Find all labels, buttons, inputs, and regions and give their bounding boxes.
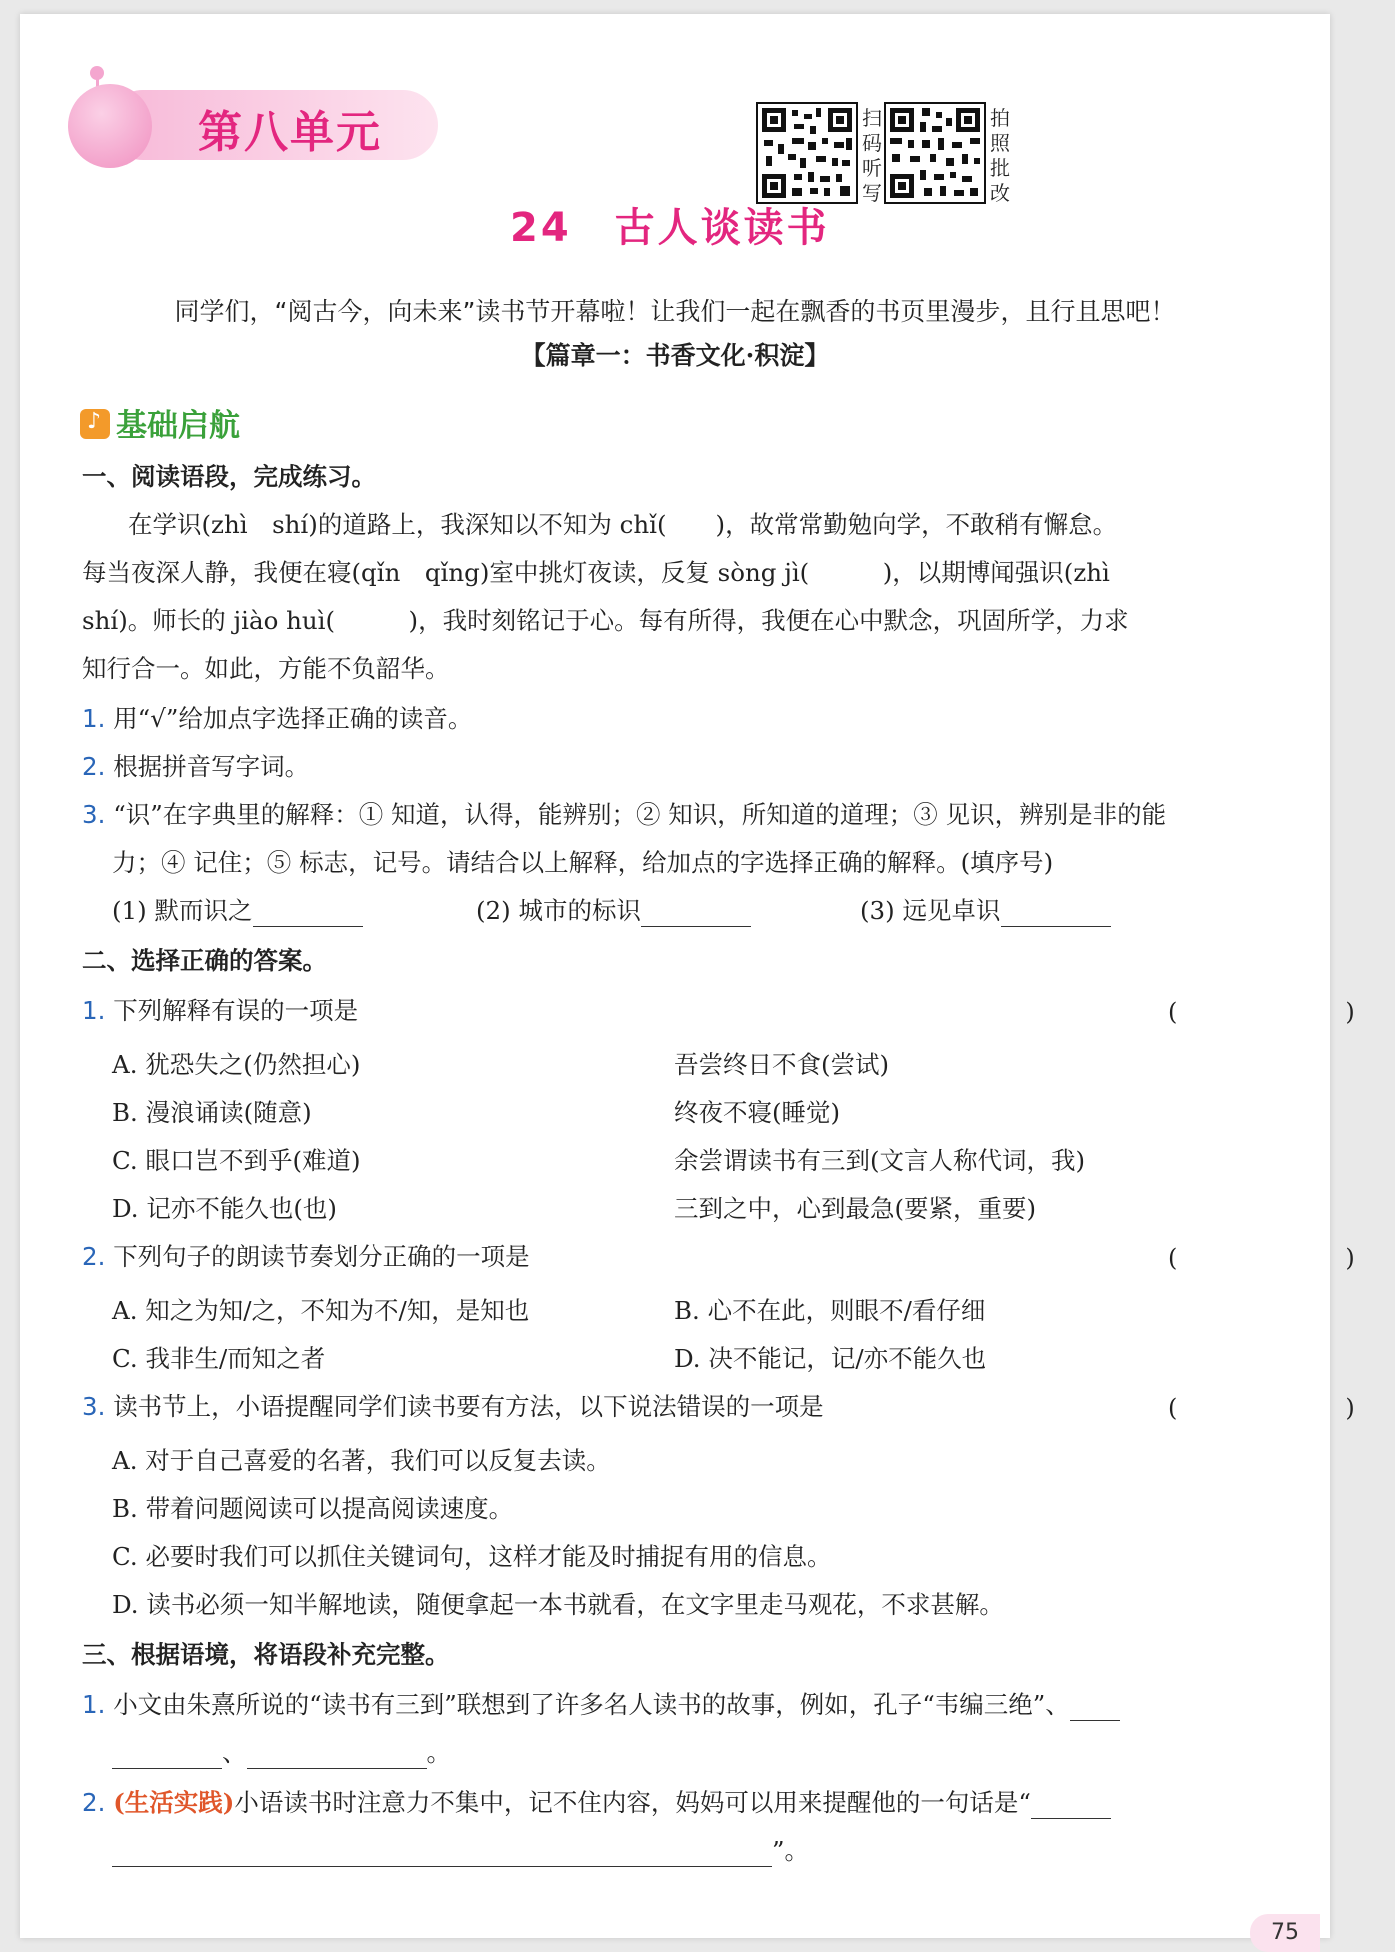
question-text: 小文由朱熹所说的“读书有三到”联想到了许多名人读书的故事，例如，孔子“韦编三绝”、 [113, 1690, 1070, 1719]
workbook-page [20, 14, 1395, 1945]
question-number: 2. [82, 1788, 106, 1817]
question-text: 根据拼音写字词。 [113, 752, 310, 781]
q3-option-a: A. 对于自己喜爱的名著，我们可以反复去读。 [112, 1446, 611, 1475]
qr-code-icon [758, 104, 856, 202]
question-text: 小语读书时注意力不集中，记不住内容，妈妈可以用来提醒他的一句话是“ [234, 1788, 1031, 1817]
passage-line-1: 在学识(zhì shí)的道路上，我深知以不知为 chǐ( )，故常常勤勉向学，不敢稍有懈怠。 [128, 510, 1118, 539]
part1-q1 [82, 700, 472, 735]
section-heading [80, 400, 240, 445]
answer-blank[interactable] [112, 1844, 772, 1867]
answer-paren[interactable]: ( ) [1168, 998, 1395, 1026]
life-practice-tag: (生活实践) [113, 1788, 235, 1817]
q2-option-d: D. 决不能记，记/亦不能久也 [674, 1344, 987, 1373]
q1-option-a: A. 犹恐失之(仍然担心) [112, 1050, 361, 1079]
q2-option-b: B. 心不在此，则眼不/看仔细 [674, 1296, 986, 1325]
q1-option-c: C. 眼口岂不到乎(难道) [112, 1146, 361, 1175]
answer-paren[interactable]: ( ) [1168, 1244, 1395, 1272]
part3-q1 [82, 1686, 1120, 1721]
intro-text: 同学们，“阅古今，向未来”读书节开幕啦！让我们一起在飘香的书页里漫步，且行且思吧！ [174, 297, 1176, 326]
unit-title: 第八单元 [198, 107, 382, 158]
question-number: 3. [82, 800, 106, 829]
q3-option-c: C. 必要时我们可以抓住关键词句，这样才能及时捕捉有用的信息。 [112, 1542, 832, 1571]
mascot-icon [68, 84, 152, 168]
part1-q3-item-1 [112, 892, 363, 927]
question-text: 下列解释有误的一项是 [113, 996, 359, 1025]
chapter-heading: 【篇章一：书香文化·积淀】 [520, 341, 830, 370]
answer-blank[interactable] [1031, 1796, 1111, 1819]
answer-blank[interactable] [253, 904, 363, 927]
q1-option-b: B. 漫浪诵读(随意) [112, 1098, 312, 1127]
q2-option-c: C. 我非生/而知之者 [112, 1344, 326, 1373]
qr-code-grade[interactable] [884, 102, 986, 204]
answer-blank[interactable] [1001, 904, 1111, 927]
answer-blank[interactable] [641, 904, 751, 927]
question-text: “识”在字典里的解释：① 知道，认得，能辨别；② 知识，所知道的道理；③ 见识，辨别是非的能 [113, 800, 1167, 829]
part3-heading: 三、根据语境，将语段补充完整。 [82, 1640, 450, 1669]
q3-option-d: D. 读书必须一知半解地读，随便拿起一本书就看，在文字里走马观花，不求甚解。 [112, 1590, 1004, 1619]
q1-option-b2: 终夜不寝(睡觉) [674, 1098, 841, 1127]
part1-q3-cont: 力；④ 记住；⑤ 标志，记号。请结合以上解释，给加点的字选择正确的解释。(填序号) [112, 848, 1054, 877]
section-icon [80, 409, 110, 439]
q1-option-d2: 三到之中，心到最急(要紧，重要) [674, 1194, 1037, 1223]
lesson-title: 24 古人谈读书 [510, 205, 830, 251]
part3-q2-blank: ”。 [112, 1832, 809, 1867]
part2-q1 [82, 992, 358, 1027]
part1-q3-item-2 [476, 892, 751, 927]
q1-option-d: D. 记亦不能久也(也) [112, 1194, 337, 1223]
question-text: 用“√”给加点字选择正确的读音。 [113, 704, 473, 733]
question-text: 下列句子的朗读节奏划分正确的一项是 [113, 1242, 530, 1271]
q1-option-a2: 吾尝终日不食(尝试) [674, 1050, 890, 1079]
part3-q2 [82, 1784, 1111, 1819]
qr-code-listen[interactable] [756, 102, 858, 204]
question-number: 1. [82, 996, 106, 1025]
q1-option-c2: 余尝谓读书有三到(文言人称代词，我) [674, 1146, 1086, 1175]
part2-q2 [82, 1238, 530, 1273]
part1-q3-item-3 [860, 892, 1111, 927]
item-label: (1) 默而识之 [112, 896, 253, 925]
part2-q3 [82, 1388, 824, 1423]
qr-code-icon [886, 104, 984, 202]
answer-blank[interactable] [247, 1746, 427, 1769]
page-number: 75 [1250, 1914, 1320, 1952]
answer-blank[interactable] [112, 1746, 222, 1769]
item-label: (3) 远见卓识 [860, 896, 1001, 925]
unit-banner [60, 66, 440, 178]
question-number: 3. [82, 1392, 106, 1421]
answer-blank[interactable] [1070, 1698, 1120, 1721]
mascot-antenna-ball [90, 66, 104, 80]
answer-paren[interactable]: ( ) [1168, 1394, 1395, 1422]
part1-q2 [82, 748, 309, 783]
question-number: 1. [82, 704, 106, 733]
passage-line-2: 每当夜深人静，我便在寝(qǐn qǐng)室中挑灯夜读，反复 sòng jì( )，以期博闻强识(zhì [82, 558, 1110, 587]
passage-line-4: 知行合一。如此，方能不负韶华。 [82, 654, 450, 683]
part1-heading: 一、阅读语段，完成练习。 [82, 462, 376, 491]
part1-q3 [82, 796, 1166, 831]
passage-line-3: shí)。师长的 jiào huì( )，我时刻铭记于心。每有所得，我便在心中默念，巩固所学，力求 [82, 606, 1129, 635]
item-label: (2) 城市的标识 [476, 896, 641, 925]
question-number: 2. [82, 752, 106, 781]
part3-q1-blanks: 、 。 [112, 1734, 451, 1769]
question-number: 1. [82, 1690, 106, 1719]
question-number: 2. [82, 1242, 106, 1271]
qr-label-listen: 扫 码 听 写 [862, 106, 882, 205]
part2-heading: 二、选择正确的答案。 [82, 946, 327, 975]
qr-label-grade: 拍 照 批 改 [990, 106, 1010, 205]
section-title: 基础启航 [116, 408, 240, 444]
question-text: 读书节上，小语提醒同学们读书要有方法，以下说法错误的一项是 [113, 1392, 824, 1421]
q3-option-b: B. 带着问题阅读可以提高阅读速度。 [112, 1494, 514, 1523]
q2-option-a: A. 知之为知/之，不知为不/知，是知也 [112, 1296, 530, 1325]
